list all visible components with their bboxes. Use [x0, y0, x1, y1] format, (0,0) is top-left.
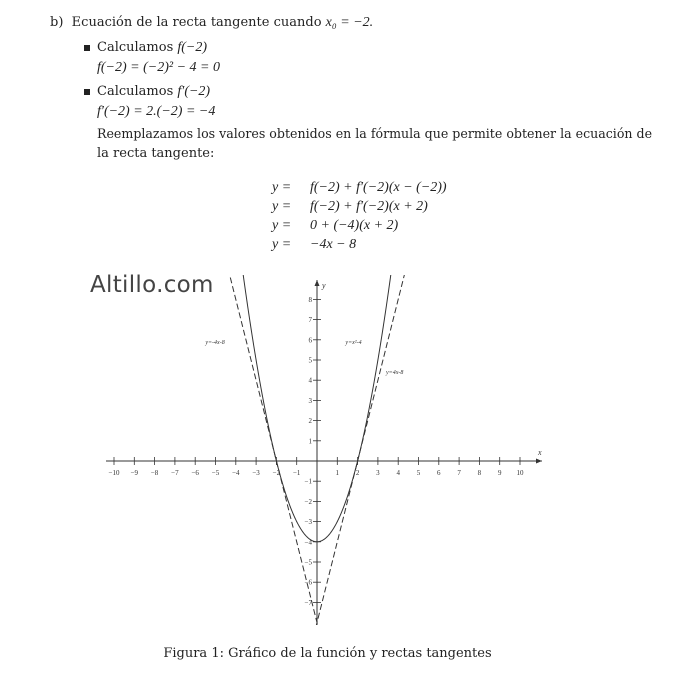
x-tick-label: 5 — [416, 469, 421, 477]
altillo-watermark: Altillo.com — [90, 272, 214, 298]
x-tick-label: −6 — [191, 469, 199, 477]
equation-rhs: 0 + (−4)(x + 2) — [310, 218, 399, 233]
section-math: x₀ = −2. — [325, 15, 374, 30]
y-tick-label: 5 — [308, 356, 312, 365]
section-label: b) — [50, 15, 64, 30]
step-1-result: f(−2) = (−2)² − 4 = 0 — [97, 60, 220, 75]
step-2-result: f′(−2) = 2.(−2) = −4 — [97, 104, 216, 119]
section-text: Ecuación de la recta tangente cuando — [71, 15, 326, 30]
x-tick-label: 8 — [477, 469, 482, 477]
x-tick-label: −5 — [211, 469, 220, 477]
y-tick-label: 4 — [308, 376, 312, 385]
y-tick-label: −5 — [304, 558, 312, 567]
equation-rhs: −4x − 8 — [310, 237, 357, 252]
figure-caption: Figura 1: Gráfico de la función y rectas tangentes — [163, 646, 492, 661]
x-tick-label: 10 — [516, 469, 524, 477]
curve-annotation: y=-4x-8 — [205, 339, 225, 346]
x-tick-label: 4 — [396, 469, 400, 477]
x-tick-label: −10 — [108, 469, 120, 477]
y-axis-arrow — [315, 280, 320, 286]
y-tick-label: 2 — [308, 417, 312, 426]
equation-lhs: y = — [272, 180, 292, 195]
step-2-label-text: Calculamos — [97, 84, 178, 99]
y-tick-label: 1 — [308, 437, 312, 446]
y-tick-label: 3 — [308, 396, 312, 405]
x-tick-label: 1 — [335, 469, 340, 477]
y-tick-label: −3 — [304, 518, 312, 527]
y-axis-label: y — [322, 281, 326, 290]
x-tick-label: 2 — [355, 469, 360, 477]
x-tick-label: −4 — [232, 469, 240, 477]
y-tick-label: −2 — [304, 497, 312, 506]
x-tick-label: −7 — [171, 469, 179, 477]
y-tick-label: 8 — [308, 295, 312, 304]
step-2-math: f′(−2) — [177, 84, 211, 99]
y-tick-label: 6 — [308, 336, 312, 345]
y-tick-label: −7 — [304, 598, 312, 607]
y-tick-label: 7 — [308, 316, 312, 325]
step-1-label-text: Calculamos — [97, 40, 178, 55]
step-1-math: f(−2) — [177, 40, 208, 55]
x-axis-arrow — [536, 459, 542, 464]
x-tick-label: −9 — [130, 469, 139, 477]
x-tick-label: 3 — [376, 469, 380, 477]
x-tick-label: −3 — [252, 469, 260, 477]
explanation-line-1: Reemplazamos los valores obtenidos en la fórmula que permite obtener la ecuación de — [97, 126, 653, 141]
explanation-line-2: la recta tangente: — [97, 146, 215, 161]
y-tick-label: −1 — [304, 477, 312, 486]
equation-lhs: y = — [272, 218, 292, 233]
equation-rhs: f(−2) + f′(−2)(x + 2) — [310, 199, 428, 214]
x-tick-label: 9 — [497, 469, 502, 477]
x-tick-label: −8 — [150, 469, 159, 477]
x-tick-label: 6 — [437, 469, 441, 477]
equation-lhs: y = — [272, 199, 292, 214]
x-tick-label: 7 — [457, 469, 461, 477]
y-tick-label: −4 — [304, 538, 312, 547]
y-tick-label: −6 — [304, 578, 312, 587]
equation-rhs: f(−2) + f′(−2)(x − (−2)) — [310, 180, 447, 195]
equation-lhs: y = — [272, 237, 292, 252]
x-tick-label: −1 — [292, 469, 301, 477]
x-tick-label: −2 — [272, 469, 281, 477]
x-axis-label: x — [538, 448, 542, 457]
curve-annotation: y=x²-4 — [345, 339, 362, 346]
curve-annotation: y=4x-8 — [386, 370, 404, 377]
